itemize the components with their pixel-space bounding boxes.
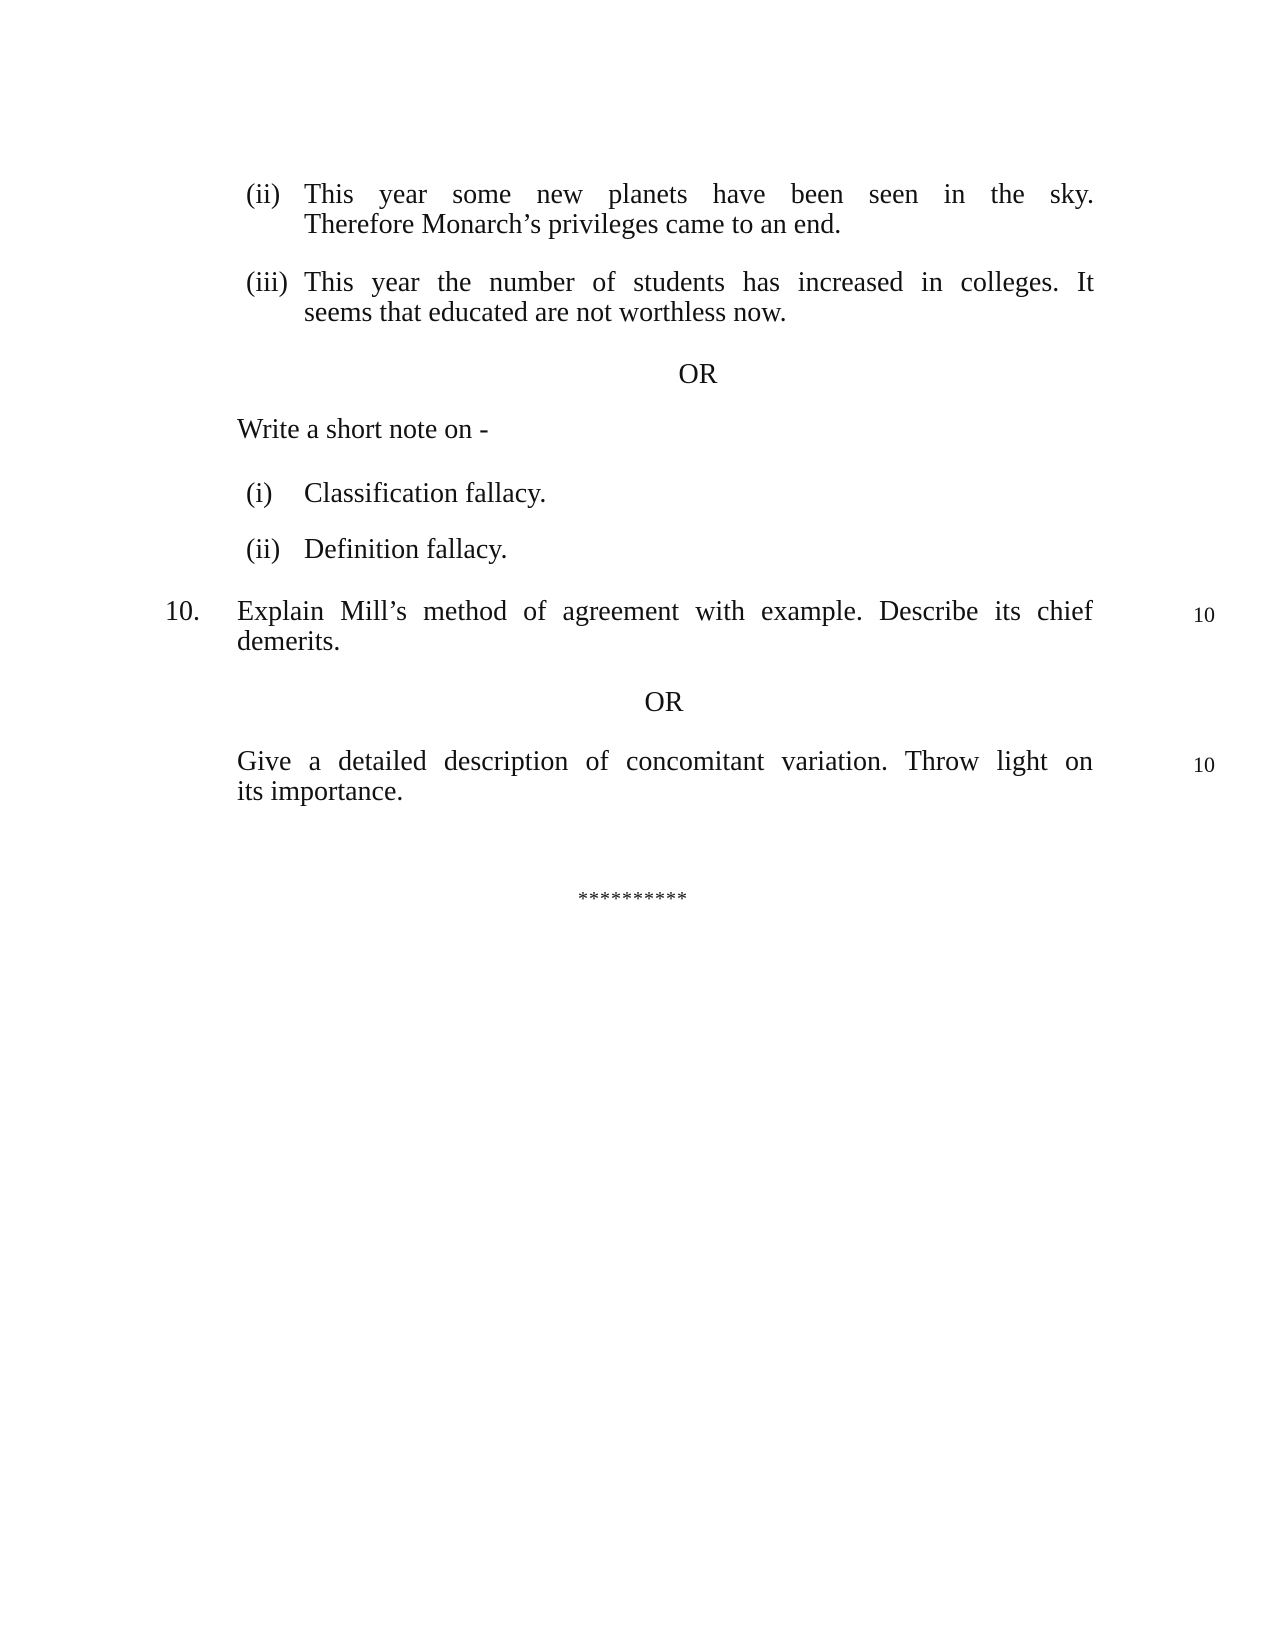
question-10-alt-line-1: Give a detailed description of concomitant variation. Throw light on [237,746,1093,777]
question-10-line-2: demerits. [237,626,341,657]
item-label-ii: (ii) [246,179,281,210]
short-note-prompt: Write a short note on - [237,414,489,445]
question-10-marks: 10 [1193,602,1215,627]
short-note-label-i: (i) [246,478,273,509]
question-10-alt-line-2: its importance. [237,776,404,807]
item-iii-text [304,268,1094,328]
item-iii-line-1: This year the number of students has increased in colleges. It [304,267,1094,298]
short-note-item-ii: Definition fallacy. [304,534,508,565]
short-note-label-ii: (ii) [246,534,281,565]
question-10-alt-text [237,747,1093,807]
item-iii-line-2: seems that educated are not worthless now. [304,297,787,328]
item-label-iii: (iii) [246,267,288,298]
question-number-10: 10. [165,596,200,627]
question-10-line-1: Explain Mill’s method of agreement with example. Describe its chief [237,596,1093,627]
or-separator-1: OR [678,359,718,390]
item-ii-text [304,180,1094,240]
item-ii-line-1: This year some new planets have been seen in the sky. [304,179,1094,210]
short-note-item-i: Classification fallacy. [304,478,547,509]
question-10-alt-marks: 10 [1193,752,1215,777]
item-ii-line-2: Therefore Monarch’s privileges came to an end. [304,209,842,240]
question-10-text [237,597,1093,657]
end-of-paper-marker: ********** [578,888,688,910]
or-separator-2: OR [644,687,684,718]
